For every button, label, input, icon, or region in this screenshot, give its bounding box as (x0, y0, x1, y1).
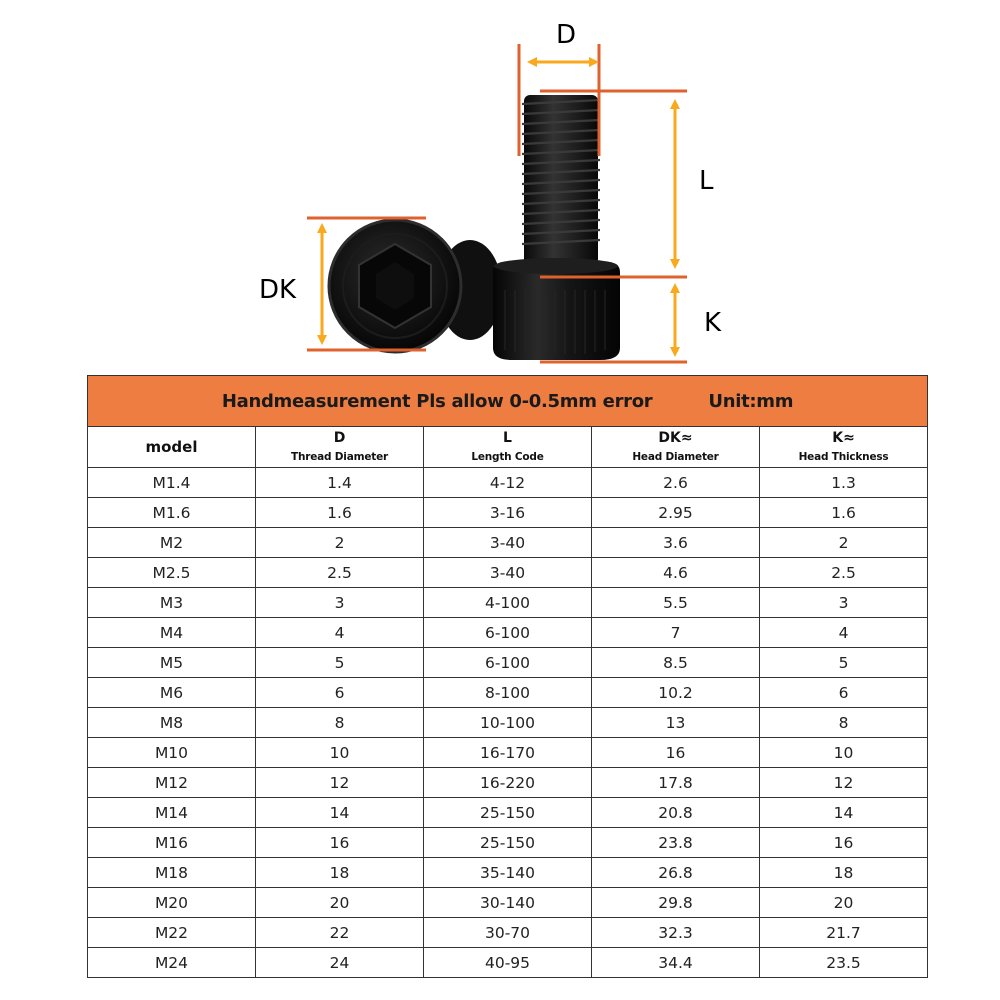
thread-diameter-cell: 12 (256, 768, 424, 798)
head-thickness-cell: 1.6 (760, 498, 928, 528)
model-cell: M16 (88, 828, 256, 858)
length-code-cell: 30-70 (424, 918, 592, 948)
d-dimension-label: D (556, 20, 577, 50)
table-row (88, 498, 928, 528)
model-cell: M3 (88, 588, 256, 618)
length-code-cell: 6-100 (424, 618, 592, 648)
unit-label: Unit:mm (708, 390, 794, 412)
table-row (88, 468, 928, 498)
model-cell: M22 (88, 918, 256, 948)
thread-diameter-cell: 14 (256, 798, 424, 828)
table-title-cell (88, 376, 928, 427)
table-row (88, 918, 928, 948)
head-thickness-cell: 20 (760, 888, 928, 918)
column-header-length-code: L Length Code (424, 427, 592, 468)
thread-diameter-cell: 1.4 (256, 468, 424, 498)
length-code-cell: 30-140 (424, 888, 592, 918)
head-thickness-cell: 12 (760, 768, 928, 798)
head-thickness-cell: 14 (760, 798, 928, 828)
head-diameter-cell: 2.6 (592, 468, 760, 498)
head-thickness-cell: 16 (760, 828, 928, 858)
table-row (88, 618, 928, 648)
head-thickness-cell: 1.3 (760, 468, 928, 498)
length-code-cell: 4-12 (424, 468, 592, 498)
thread-diameter-cell: 16 (256, 828, 424, 858)
model-cell: M20 (88, 888, 256, 918)
table-row (88, 558, 928, 588)
thread-diameter-cell: 10 (256, 738, 424, 768)
model-cell: M2.5 (88, 558, 256, 588)
head-diameter-cell: 23.8 (592, 828, 760, 858)
head-diameter-cell: 16 (592, 738, 760, 768)
length-code-cell: 3-40 (424, 528, 592, 558)
model-cell: M6 (88, 678, 256, 708)
l-dimension-label: L (699, 166, 714, 196)
table-row (88, 948, 928, 978)
table-row (88, 828, 928, 858)
k-dimension-label: K (704, 308, 722, 338)
thread-diameter-cell: 4 (256, 618, 424, 648)
head-diameter-cell: 34.4 (592, 948, 760, 978)
head-diameter-cell: 13 (592, 708, 760, 738)
column-header-head-diameter: DK≈ Head Diameter (592, 427, 760, 468)
model-cell: M1.6 (88, 498, 256, 528)
table-row (88, 528, 928, 558)
head-thickness-cell: 6 (760, 678, 928, 708)
dk-dimension-label: DK (259, 275, 297, 305)
model-cell: M8 (88, 708, 256, 738)
length-code-cell: 25-150 (424, 828, 592, 858)
table-title-row (88, 376, 928, 427)
head-thickness-cell: 4 (760, 618, 928, 648)
socket-head-cap-screw-illustration (0, 0, 1000, 370)
thread-diameter-cell: 5 (256, 648, 424, 678)
head-diameter-cell: 7 (592, 618, 760, 648)
head-thickness-cell: 8 (760, 708, 928, 738)
length-code-cell: 3-16 (424, 498, 592, 528)
column-header-head-thickness: K≈ Head Thickness (760, 427, 928, 468)
table-row (88, 798, 928, 828)
column-header-row (88, 427, 928, 468)
model-cell: M14 (88, 798, 256, 828)
length-code-cell: 6-100 (424, 648, 592, 678)
head-thickness-cell: 21.7 (760, 918, 928, 948)
head-thickness-cell: 2 (760, 528, 928, 558)
thread-diameter-cell: 22 (256, 918, 424, 948)
thread-diameter-cell: 6 (256, 678, 424, 708)
thread-diameter-cell: 2 (256, 528, 424, 558)
table-row (88, 888, 928, 918)
model-cell: M2 (88, 528, 256, 558)
thread-diameter-cell: 8 (256, 708, 424, 738)
table-row (88, 768, 928, 798)
length-code-cell: 16-170 (424, 738, 592, 768)
table-body (88, 468, 928, 978)
model-cell: M12 (88, 768, 256, 798)
head-diameter-cell: 4.6 (592, 558, 760, 588)
column-header-thread-diameter: D Thread Diameter (256, 427, 424, 468)
table-row (88, 678, 928, 708)
length-code-cell: 10-100 (424, 708, 592, 738)
length-code-cell: 25-150 (424, 798, 592, 828)
model-cell: M1.4 (88, 468, 256, 498)
model-cell: M4 (88, 618, 256, 648)
head-thickness-cell: 18 (760, 858, 928, 888)
model-cell: M24 (88, 948, 256, 978)
head-diameter-cell: 20.8 (592, 798, 760, 828)
head-diameter-cell: 26.8 (592, 858, 760, 888)
thread-diameter-cell: 20 (256, 888, 424, 918)
head-thickness-cell: 23.5 (760, 948, 928, 978)
head-diameter-cell: 5.5 (592, 588, 760, 618)
model-cell: M18 (88, 858, 256, 888)
length-code-cell: 8-100 (424, 678, 592, 708)
head-thickness-cell: 10 (760, 738, 928, 768)
head-diameter-cell: 8.5 (592, 648, 760, 678)
screw-dimension-diagram (0, 0, 1000, 370)
screw-standing-side-view (493, 95, 620, 360)
column-header-model: model (88, 427, 256, 468)
screw-head-front-view (329, 220, 502, 352)
thread-diameter-cell: 24 (256, 948, 424, 978)
head-thickness-cell: 3 (760, 588, 928, 618)
table-row (88, 858, 928, 888)
head-diameter-cell: 2.95 (592, 498, 760, 528)
head-thickness-cell: 5 (760, 648, 928, 678)
length-code-cell: 40-95 (424, 948, 592, 978)
length-code-cell: 35-140 (424, 858, 592, 888)
length-code-cell: 4-100 (424, 588, 592, 618)
head-diameter-cell: 32.3 (592, 918, 760, 948)
table-row (88, 588, 928, 618)
table-row (88, 738, 928, 768)
head-diameter-cell: 17.8 (592, 768, 760, 798)
thread-diameter-cell: 2.5 (256, 558, 424, 588)
screw-spec-table (87, 375, 928, 978)
length-code-cell: 16-220 (424, 768, 592, 798)
head-diameter-cell: 10.2 (592, 678, 760, 708)
head-diameter-cell: 3.6 (592, 528, 760, 558)
head-thickness-cell: 2.5 (760, 558, 928, 588)
thread-diameter-cell: 18 (256, 858, 424, 888)
length-code-cell: 3-40 (424, 558, 592, 588)
model-cell: M5 (88, 648, 256, 678)
head-diameter-cell: 29.8 (592, 888, 760, 918)
thread-diameter-cell: 1.6 (256, 498, 424, 528)
table-row (88, 708, 928, 738)
thread-diameter-cell: 3 (256, 588, 424, 618)
model-cell: M10 (88, 738, 256, 768)
table-row (88, 648, 928, 678)
measurement-note: Handmeasurement Pls allow 0-0.5mm error (221, 390, 653, 412)
